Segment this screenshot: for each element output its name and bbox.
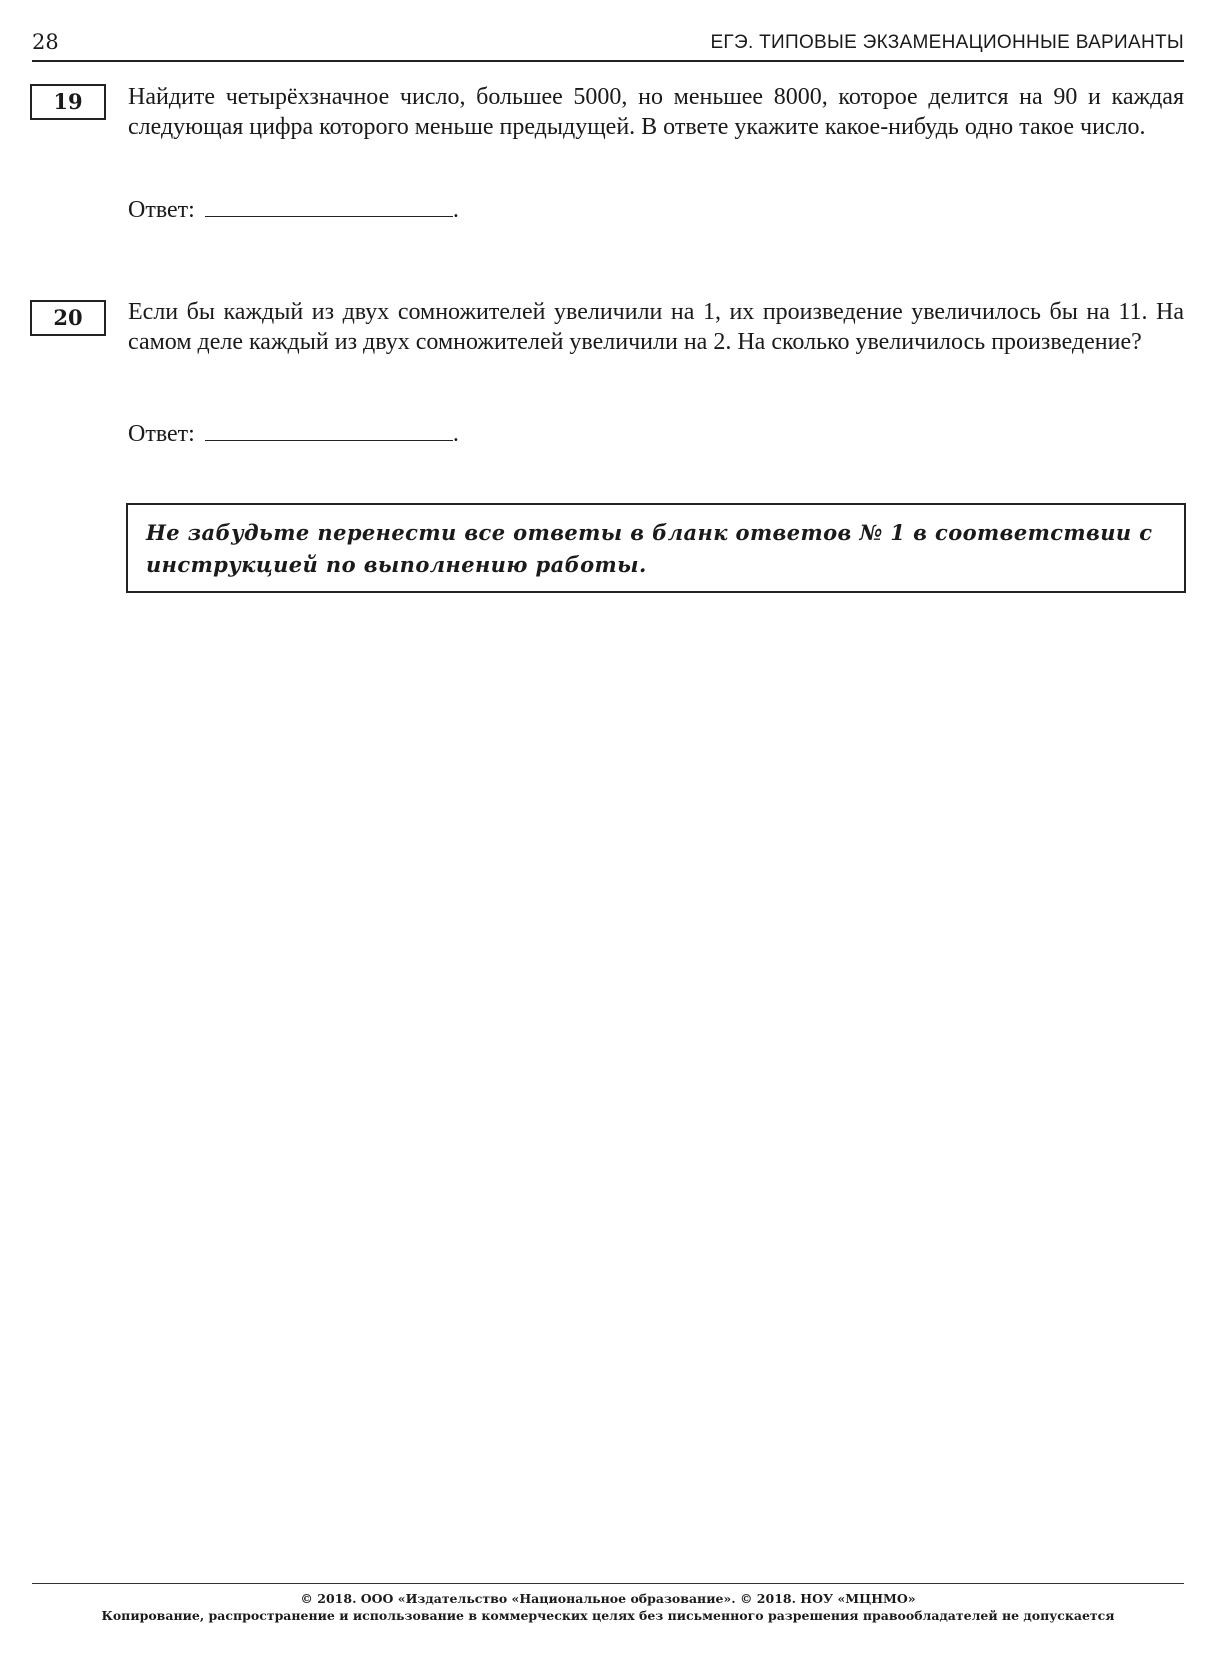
footer-copyright: © 2018. ООО «Издательство «Национальное образование». © 2018. НОУ «МЦНМО» [300,1591,916,1606]
footer-notice: Копирование, распространение и использование в коммерческих целях без письменного разрешения правообладателей не допускается [101,1608,1115,1623]
reminder-note: Не забудьте перенести все ответы в бланк ответов № 1 в соответствии с инструкцией по выполнению работы. [126,503,1186,593]
task-text-20: Если бы каждый из двух сомножителей увеличили на 1, их произведение увеличилось бы на 11. На самом деле каждый из двух сомножителей увеличили на 2. На сколько увеличилось произведение? [128,299,1184,355]
task-number-20: 20 [30,300,106,336]
answer-label: Ответ: [128,197,195,223]
answer-end: . [452,197,459,223]
answer-row-20 [128,418,459,449]
answer-blank-19[interactable] [205,194,453,217]
answer-end: . [452,421,459,447]
answer-blank-20[interactable] [205,418,453,441]
page-number: 28 [32,30,59,54]
task-text-19: Найдите четырёхзначное число, большее 5000, но меньшее 8000, которое делится на 90 и каждая следующая цифра которого меньше предыдущей. В ответе укажите какое-нибудь одно такое число. [128,84,1184,140]
answer-label: Ответ: [128,421,195,447]
footer-divider [32,1583,1184,1584]
running-title: ЕГЭ. ТИПОВЫЕ ЭКЗАМЕНАЦИОННЫЕ ВАРИАНТЫ [710,32,1184,53]
page-header [32,28,1184,62]
task-number-19: 19 [30,84,106,120]
answer-row-19 [128,194,459,225]
page-footer [32,1590,1184,1624]
